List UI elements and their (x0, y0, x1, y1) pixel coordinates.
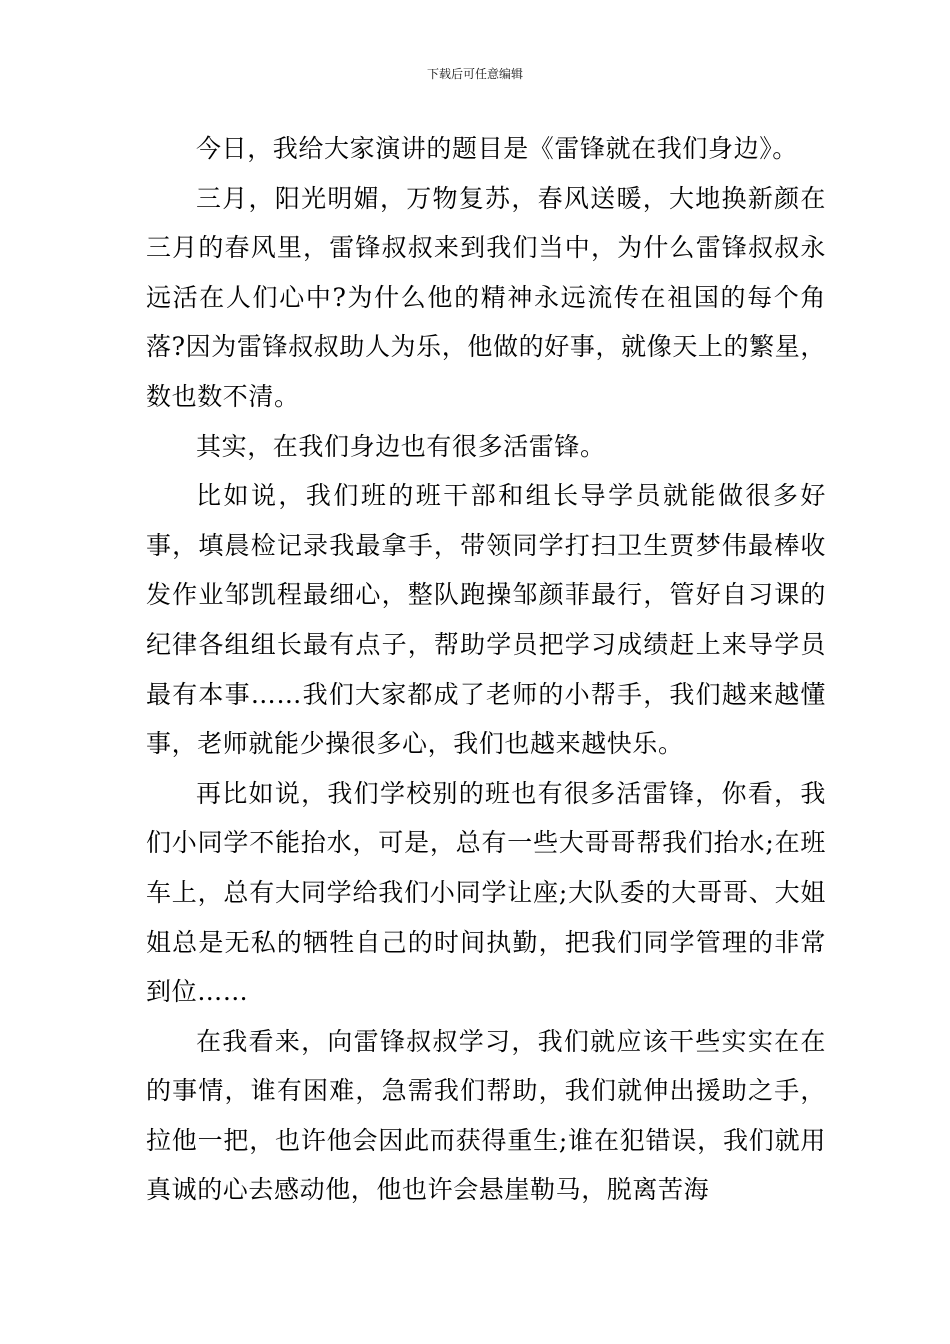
paragraph-6: 在我看来，向雷锋叔叔学习，我们就应该干些实实在在的事情，谁有困难，急需我们帮助，我们就伸出援助之手，拉他一把，也许他会因此而获得重生;谁在犯错误，我们就用真诚的心去感动他，他也许会悬崖勒马，脱离苦海 (146, 1026, 826, 1205)
paragraph-2: 三月，阳光明媚，万物复苏，春风送暖，大地换新颜在三月的春风里，雷锋叔叔来到我们当中，为什么雷锋叔叔永远活在人们心中?为什么他的精神永远流传在祖国的每个角落?因为雷锋叔叔助人为乐，他做的好事，就像天上的繁星，数也数不清。 (146, 183, 826, 411)
paragraph-4: 比如说，我们班的班干部和组长导学员就能做很多好事，填晨检记录我最拿手，带领同学打扫卫生贾梦伟最棒收发作业邹凯程最细心，整队跑操邹颜菲最行，管好自习课的纪律各组组长最有点子，帮助学员把学习成绩赶上来导学员最有本事……我们大家都成了老师的小帮手，我们越来越懂事，老师就能少操很多心，我们也越来越快乐。 (146, 481, 826, 759)
page-header: 下载后可任意编辑 (426, 67, 523, 81)
document-body (146, 124, 826, 1215)
paragraph-5: 再比如说，我们学校别的班也有很多活雷锋，你看，我们小同学不能抬水，可是，总有一些大哥哥帮我们抬水;在班车上，总有大同学给我们小同学让座;大队委的大哥哥、大姐姐总是无私的牺牲自己的时间执勤，把我们同学管理的非常到位…… (146, 778, 826, 1007)
paragraph-1: 今日，我给大家演讲的题目是《雷锋就在我们身边》。 (196, 134, 798, 163)
paragraph-3: 其实，在我们身边也有很多活雷锋。 (196, 431, 606, 461)
